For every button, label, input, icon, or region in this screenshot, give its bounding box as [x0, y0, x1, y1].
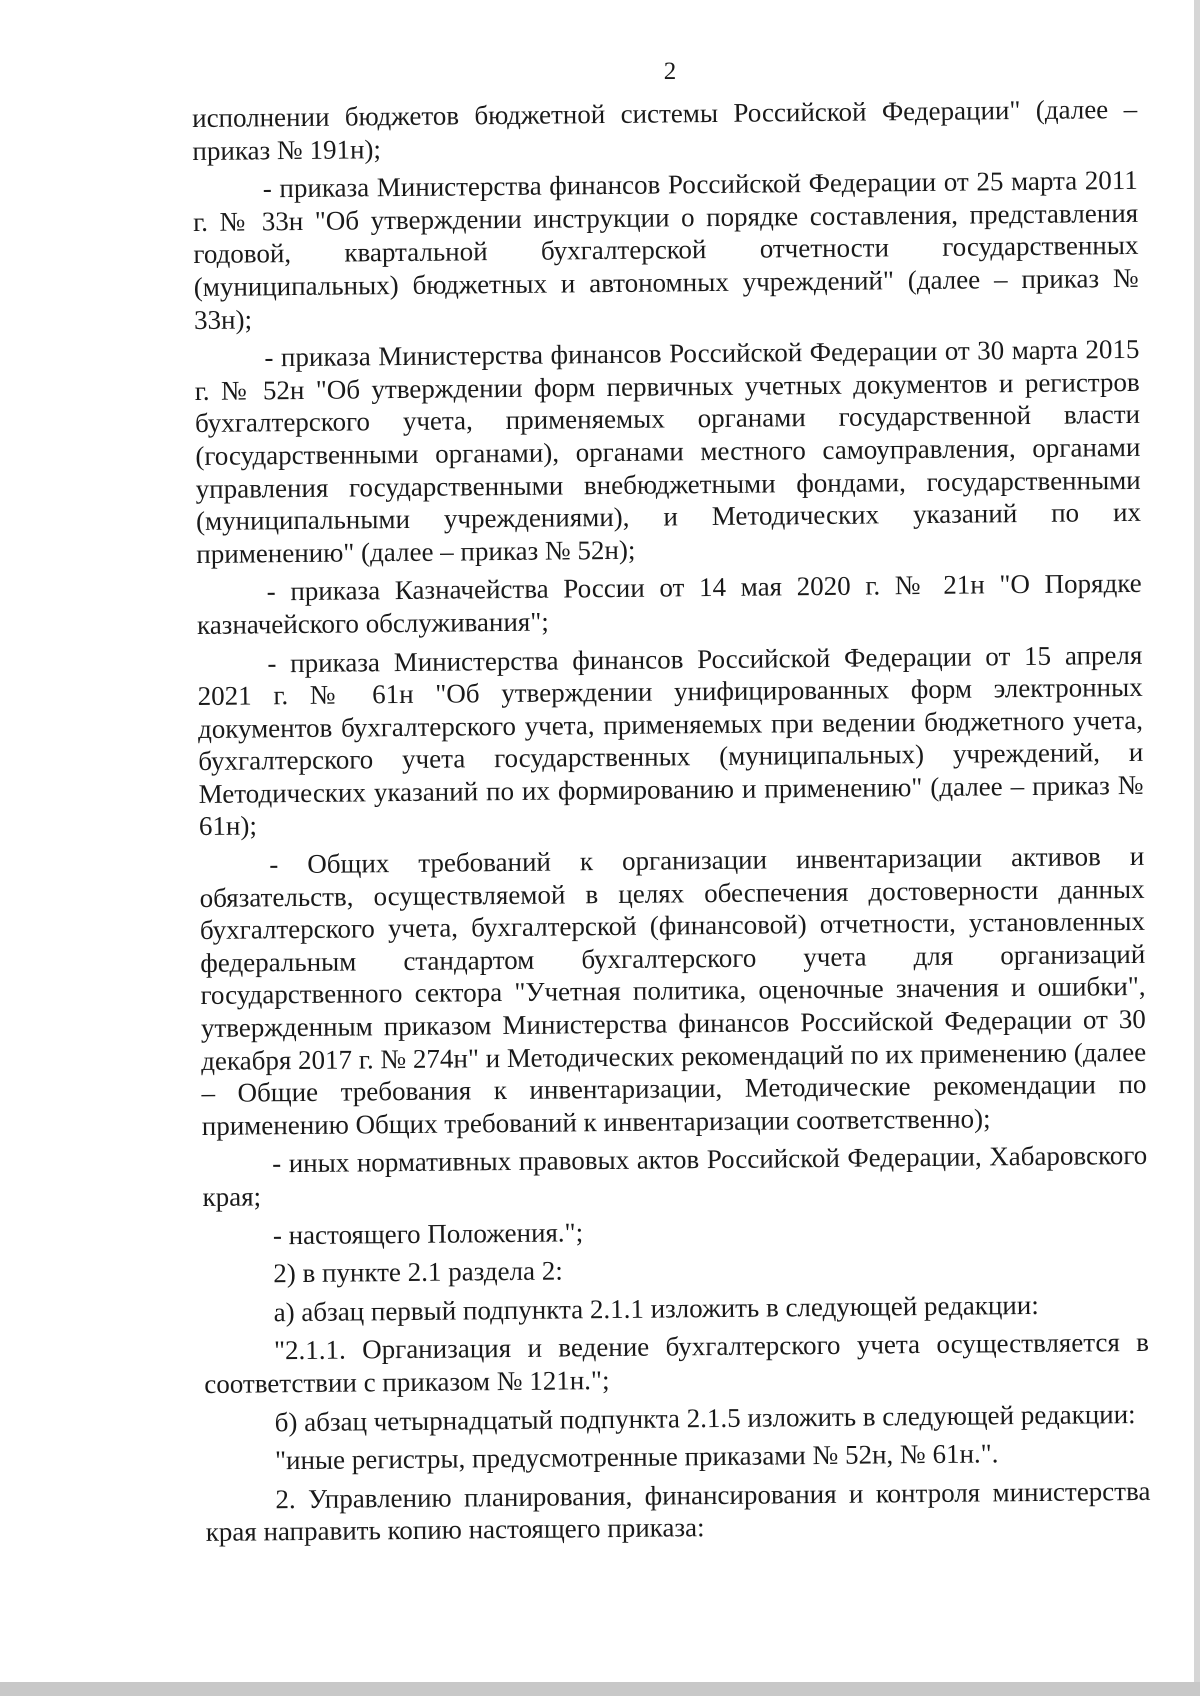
document-body: [192, 93, 1151, 1549]
scan-edge-bottom: [0, 1682, 1200, 1696]
paragraph: - приказа Министерства финансов Российской Федерации от 25 марта 2011 г. № 33н "Об утверждении инструкции о порядке составления, представления годовой, квартальной бухгалтерской отчетности государственных (муниципальных) бюджетных и автономных учреждений" (далее – приказ № 33н);: [193, 165, 1139, 335]
page-number: 2: [663, 58, 677, 85]
paragraph: - приказа Министерства финансов Российской Федерации от 30 марта 2015 г. № 52н "Об утверждении форм первичных учетных документов и регистров бухгалтерского учета, применяемых органами государственной власти (государственными органами), органами местного самоуправления, органами управления государственными внебюджетными фондами, государственными (муниципальными учреждениями), и Методических указаний по их применению" (далее – приказ № 52н);: [194, 334, 1142, 569]
paragraph: а) абзац первый подпункта 2.1.1 изложить в следующей редакции:: [273, 1289, 1039, 1328]
paragraph: - иных нормативных правовых актов Российской Федерации, Хабаровского края;: [202, 1140, 1148, 1212]
paragraph: - приказа Министерства финансов Российской Федерации от 15 апреля 2021 г. № 61н "Об утверждении унифицированных форм электронных документов бухгалтерского учета, применяемых при ведении бюджетного учета, бухгалтерского учета государственных (муниципальных) учреждений, и Методических указаний по их формированию и применению" (далее – приказ № 61н);: [197, 639, 1144, 842]
paragraph: - приказа Казначейства России от 14 мая 2020 г. № 21н "О Порядке казначейского обслуживания";: [196, 568, 1142, 640]
paragraph: "иные регистры, предусмотренные приказами № 52н, № 61н.".: [274, 1438, 999, 1476]
paragraph: - настоящего Положения.";: [272, 1216, 584, 1250]
paragraph: 2) в пункте 2.1 раздела 2:: [273, 1255, 563, 1289]
paragraph: "2.1.1. Организация и ведение бухгалтерского учета осуществляется в соответствии с приказом № 121н.";: [204, 1327, 1150, 1399]
paragraph: б) абзац четырнадцатый подпункта 2.1.5 изложить в следующей редакции:: [274, 1398, 1136, 1437]
scan-edge-right: [1194, 0, 1200, 1696]
paragraph: 2. Управлению планирования, финансирования и контроля министерства края направить копию настоящего приказа:: [205, 1475, 1151, 1548]
paragraph: исполнении бюджетов бюджетной системы Российской Федерации" (далее – приказ № 191н);: [192, 93, 1138, 166]
paragraph: - Общих требований к организации инвентаризации активов и обязательств, осуществляемой в целях обеспечения достоверности данных бухгалтерского учета, бухгалтерской (финансовой) отчетности, установленных федеральным стандартом бухгалтерского учета для организаций государственного сектора "Учетная политика, оценочные значения и ошибки", утвержденным приказом Министерства финансов Российской Федерации от 30 декабря 2017 г. № 274н" и Методических рекомендаций по их применению (далее – Общие требования к инвентаризации, Методические рекомендации по применению Общих требований к инвентаризации соответственно);: [199, 840, 1147, 1141]
